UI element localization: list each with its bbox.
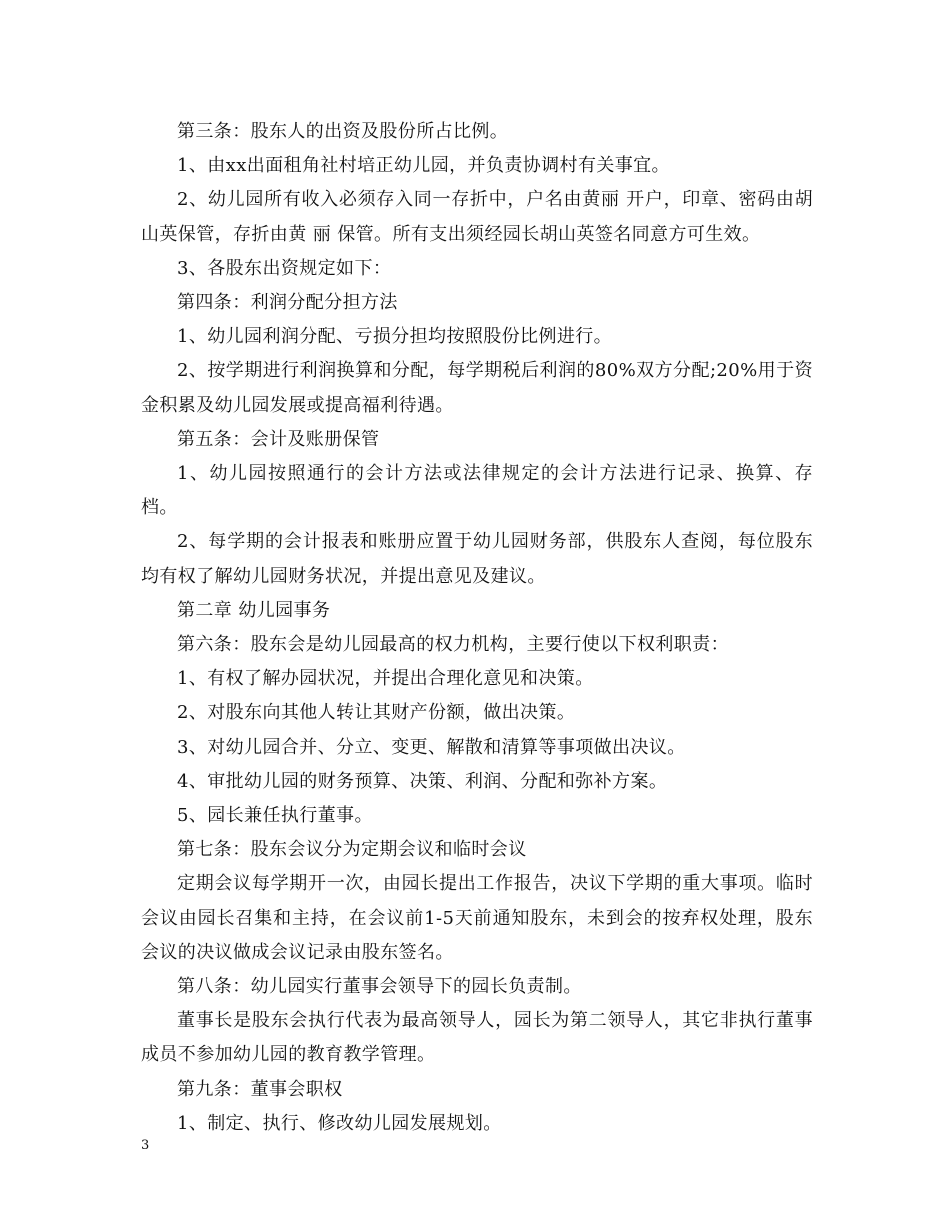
paragraph: 5、园长兼任执行董事。 (177, 805, 373, 827)
page-number: 3 (141, 1138, 150, 1153)
paragraph: 1、制定、执行、修改幼儿园发展规划。 (177, 1112, 502, 1134)
paragraph: 3、对幼儿园合并、分立、变更、解散和清算等事项做出决议。 (177, 736, 686, 758)
paragraph: 1、由xx出面租角社村培正幼儿园，并负责协调村有关事宜。 (177, 155, 670, 177)
document-body (141, 115, 813, 1141)
paragraph: 4、审批幼儿园的财务预算、决策、利润、分配和弥补方案。 (177, 770, 668, 792)
paragraph: 3、各股东出资规定如下： (177, 257, 392, 279)
paragraph: 第四条：利润分配分担方法 (177, 292, 398, 314)
paragraph: 定期会议每学期开一次，由园长提出工作报告，决议下学期的重大事项。临时会议由园长召集和主持，在会议前1-5天前通知股东，未到会的按弃权处理，股东会议的决议做成会议记录由股东签名。 (141, 873, 813, 963)
paragraph: 第七条：股东会议分为定期会议和临时会议 (177, 839, 527, 861)
chapter-heading: 第二章 幼儿园事务 (177, 599, 331, 621)
paragraph: 1、有权了解办园状况，并提出合理化意见和决策。 (177, 668, 594, 690)
paragraph: 1、幼儿园利润分配、亏损分担均按照股份比例进行。 (177, 326, 613, 348)
paragraph: 第九条：董事会职权 (177, 1078, 343, 1100)
paragraph: 2、幼儿园所有收入必须存入同一存折中，户名由黄丽 开户，印章、密码由胡山英保管，存折由黄 丽 保管。所有支出须经园长胡山英签名同意方可生效。 (141, 189, 813, 245)
paragraph: 董事长是股东会执行代表为最高领导人，园长为第二领导人，其它非执行董事成员不参加幼儿园的教育教学管理。 (141, 1010, 813, 1066)
paragraph: 第八条：幼儿园实行董事会领导下的园长负责制。 (177, 976, 582, 998)
paragraph: 2、对股东向其他人转让其财产份额，做出决策。 (177, 702, 576, 724)
paragraph: 2、每学期的会计报表和账册应置于幼儿园财务部，供股东人查阅，每位股东均有权了解幼儿园财务状况，并提出意见及建议。 (141, 531, 813, 587)
paragraph: 第五条：会计及账册保管 (177, 428, 380, 450)
paragraph: 1、幼儿园按照通行的会计方法或法律规定的会计方法进行记录、换算、存档。 (141, 463, 813, 519)
paragraph: 2、按学期进行利润换算和分配，每学期税后利润的80%双方分配;20%用于资金积累及幼儿园发展或提高福利待遇。 (141, 360, 813, 416)
paragraph: 第三条：股东人的出资及股份所占比例。 (177, 121, 509, 142)
paragraph: 第六条：股东会是幼儿园最高的权力机构，主要行使以下权利职责： (177, 634, 729, 656)
